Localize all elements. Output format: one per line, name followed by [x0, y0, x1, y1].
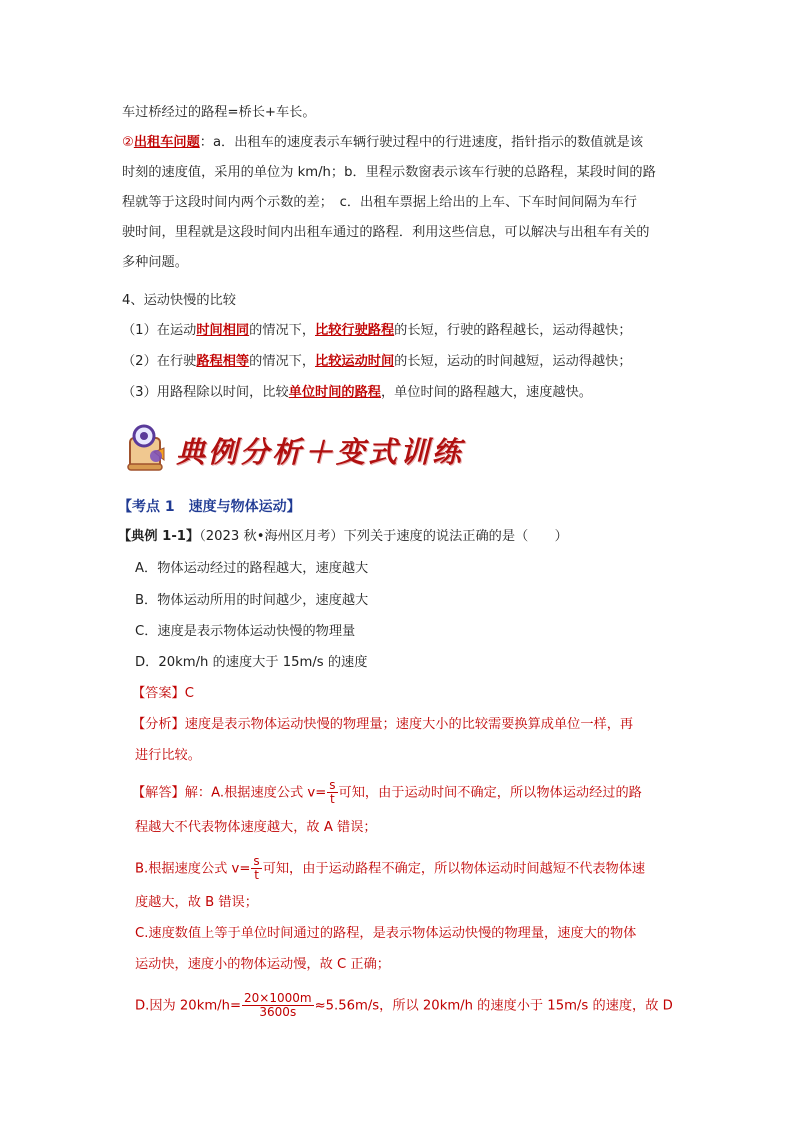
- compare-heading: 4、运动快慢的比较: [122, 293, 236, 308]
- solution-line-d1: D.因为 20km/h= $\frac{20\times 1000m}{3600s}$ ≈5.56m/s，所以 20km/h 的速度小于 15m/s 的速度，故 D: [135, 991, 673, 1019]
- solution-line-b1: B.根据速度公式 v= $\frac{s}{t}$ 可知，由于运动路程不确定，所以物体运动时间越短不代表物体速: [135, 854, 646, 882]
- compare-item-1: （1）在运动时间相同的情况下，比较行驶路程的长短，行驶的路程越长，运动得越快；: [122, 323, 632, 338]
- kaodian-heading: 【考点 1 速度与物体运动】: [118, 499, 301, 515]
- section-banner: [124, 422, 464, 474]
- taxi-line-1: ②出租车问题：a．出租车的速度表示车辆行驶过程中的行进速度，指针指示的数值就是该: [122, 135, 644, 150]
- answer-line: 【答案】C: [132, 686, 194, 701]
- scroll-magnifier-icon: [124, 422, 176, 474]
- taxi-line-5: 多种问题。: [122, 255, 188, 270]
- option-c: C．速度是表示物体运动快慢的物理量: [135, 624, 356, 639]
- option-b: B．物体运动所用的时间越少，速度越大: [135, 593, 369, 608]
- compare-item-3: （3）用路程除以时间，比较单位时间的路程，单位时间的路程越大，速度越快。: [122, 385, 592, 400]
- bridge-line: 车过桥经过的路程=桥长+车长。: [122, 105, 316, 120]
- analysis-line-1: 【分析】速度是表示物体运动快慢的物理量；速度大小的比较需要换算成单位一样，再: [132, 717, 634, 732]
- example-question: 【典例 1-1】（2023 秋•海州区月考）下列关于速度的说法正确的是（ ）: [118, 529, 568, 544]
- compare-item-2: （2）在行驶路程相等的情况下，比较运动时间的长短，运动的时间越短，运动得越快；: [122, 354, 632, 369]
- option-a: A．物体运动经过的路程越大，速度越大: [135, 561, 369, 576]
- taxi-line-2: 时刻的速度值，采用的单位为 km/h；b．里程示数窗表示该车行驶的总路程，某段时间的路: [122, 165, 656, 180]
- option-d: D．20km/h 的速度大于 15m/s 的速度: [135, 655, 368, 670]
- solution-line-c1: C.速度数值上等于单位时间通过的路程，是表示物体运动快慢的物理量，速度大的物体: [135, 926, 637, 941]
- taxi-line-3: 程就等于这段时间内两个示数的差； c．出租车票据上给出的上车、下车时间间隔为车行: [122, 195, 637, 210]
- banner-title: 典例分析＋变式训练: [176, 435, 465, 469]
- taxi-line-4: 驶时间，里程就是这段时间内出租车通过的路程．利用这些信息，可以解决与出租车有关的: [122, 225, 650, 240]
- analysis-line-2: 进行比较。: [135, 748, 201, 763]
- taxi-keyword: 出租车问题: [133, 135, 200, 150]
- solution-line-a2: 程越大不代表物体速度越大，故 A 错误；: [135, 820, 377, 835]
- solution-line-c2: 运动快，速度小的物体运动慢，故 C 正确；: [135, 957, 390, 972]
- solution-line-b2: 度越大，故 B 错误；: [135, 895, 258, 910]
- solution-line-a1: 【解答】解：A.根据速度公式 v= $\frac{s}{t}$ 可知，由于运动时间不确定，所以物体运动经过的路: [132, 778, 642, 806]
